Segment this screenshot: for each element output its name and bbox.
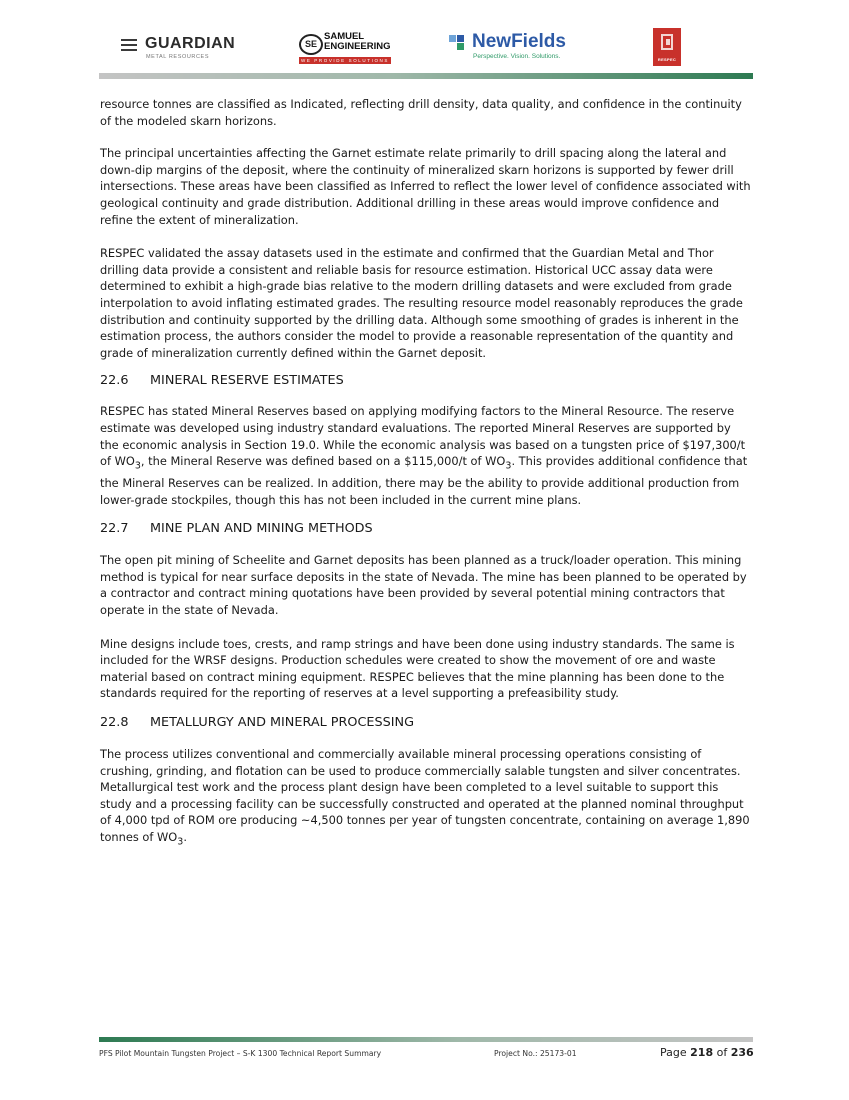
newfields-square-icon	[457, 35, 464, 42]
samuel-line1: SAMUEL	[324, 31, 365, 42]
section-number: 22.8	[100, 714, 129, 730]
text-run: . This provides additional confidence that the Mineral Reserves can be realized. In addition, there may be the ability to provide additional production from lower-grade stockpiles, though this has not been included in the current mine plans.	[100, 454, 748, 507]
text-run: .	[183, 829, 187, 844]
newfields-logo-name: NewFields	[472, 31, 566, 52]
newfields-square-icon	[449, 35, 456, 42]
current-page: 218	[690, 1046, 714, 1059]
of-word: of	[716, 1046, 728, 1059]
page-body	[100, 96, 752, 851]
section-title: MINERAL RESERVE ESTIMATES	[150, 373, 344, 389]
text-run: RESPEC has stated Mineral Reserves based on applying modifying factors to the Mineral Resource. The reserve estimate was developed using industry standard evaluations. The reported Mineral Reserves are supported by the economic analysis in Section 19.0. While the economic analysis was based on a tungsten price of $197,300/t of WO	[100, 404, 746, 469]
section-title: MINE PLAN AND MINING METHODS	[150, 521, 373, 537]
guardian-bars-icon	[121, 39, 137, 51]
guardian-logo-sub: METAL RESOURCES	[146, 54, 210, 60]
paragraph: RESPEC validated the assay datasets used in the estimate and confirmed that the Guardian Metal and Thor drilling data provide a consistent and reliable basis for resource estimation. Historical UCC assay data were determined to exhibit a high-grade bias relative to the modern drilling datasets and were excluded from grade interpolation to avoid inflating estimated grades. The resulting resource model reasonably reproduces the grade distribution and continuity supported by the drilling data. Although some smoothing of grades is inherent in the estimation process, the authors consider the model to provide a reasonable representation of the quantity and grade of mineralization currently defined within the Garnet deposit.	[100, 246, 743, 360]
section-number: 22.7	[100, 521, 129, 537]
footer-rule	[99, 1037, 753, 1042]
samuel-tagline: WE PROVIDE SOLUTIONS	[300, 58, 389, 63]
paragraph	[100, 403, 752, 508]
guardian-logo-name: GUARDIAN	[145, 35, 236, 52]
newfields-tagline: Perspective. Vision. Solutions.	[473, 53, 561, 60]
samuel-line2: ENGINEERING	[324, 41, 391, 52]
newfields-square-icon	[457, 43, 464, 50]
section-heading	[100, 520, 752, 538]
section-number: 22.6	[100, 373, 129, 389]
footer-project-number: Project No.: 25173-01	[494, 1049, 577, 1058]
page-word: Page	[660, 1046, 687, 1059]
section-heading	[100, 372, 752, 390]
samuel-badge: SE	[299, 34, 323, 55]
paragraph: resource tonnes are classified as Indicated, reflecting drill density, data quality, and confidence in the continuity of the modeled skarn horizons.	[100, 97, 742, 128]
text-run: The process utilizes conventional and commercially available mineral processing operations consisting of crushing, grinding, and flotation can be used to produce commercially salable tungsten and silver concentrates. Metallurgical test work and the process plant design have been completed to a level suitable to support this study and a processing facility can be successfully constructed and operated at the planned nominal throughput of 4,000 tpd of ROM ore producing ~4,500 tonnes per year of tungsten concentrate, containing on average 1,890 tonnes of WO	[100, 746, 750, 844]
paragraph	[100, 746, 752, 851]
page-number	[660, 1046, 754, 1059]
respec-logo-name: RESPEC	[657, 57, 677, 62]
subscript: 3	[177, 836, 184, 848]
text-run: , the Mineral Reserve was defined based on a $115,000/t of WO	[140, 454, 506, 469]
paragraph: The principal uncertainties affecting the Garnet estimate relate primarily to drill spacing along the lateral and down-dip margins of the deposit, where the continuity of mineralized skarn horizons is supported by fewer drill intersections. These areas have been classified as Inferred to reflect the lower level of confidence associated with geological continuity and grade distribution. Additional drilling in these areas would improve confidence and refine the extent of mineralization.	[100, 146, 751, 227]
paragraph: The open pit mining of Scheelite and Garnet deposits has been planned as a truck/loader operation. This mining method is typical for near surface deposits in the state of Nevada. The mine has been planned to be operated by a contractor and contract mining quotations have been provided by several potential mining contractors that operate in the state of Nevada.	[100, 553, 747, 617]
subscript: 3	[505, 460, 512, 472]
section-heading	[100, 714, 752, 732]
paragraph: Mine designs include toes, crests, and ramp strings and have been done using industry standards. The same is included for the WRSF designs. Production schedules were created to show the movement of ore and waste material based on contract mining equipment. RESPEC believes that the mine planning has been done to the standards required for the reporting of reserves at a level supporting a prefeasibility study.	[100, 636, 735, 701]
section-title: METALLURGY AND MINERAL PROCESSING	[150, 714, 415, 730]
respec-mark-icon	[661, 34, 673, 50]
page-header	[0, 0, 849, 80]
subscript: 3	[134, 460, 141, 472]
footer-report-title: PFS Pilot Mountain Tungsten Project – S-K 1300 Technical Report Summary	[99, 1049, 382, 1058]
header-rule	[99, 73, 753, 79]
total-pages: 236	[730, 1046, 754, 1059]
respec-logo	[653, 28, 681, 66]
